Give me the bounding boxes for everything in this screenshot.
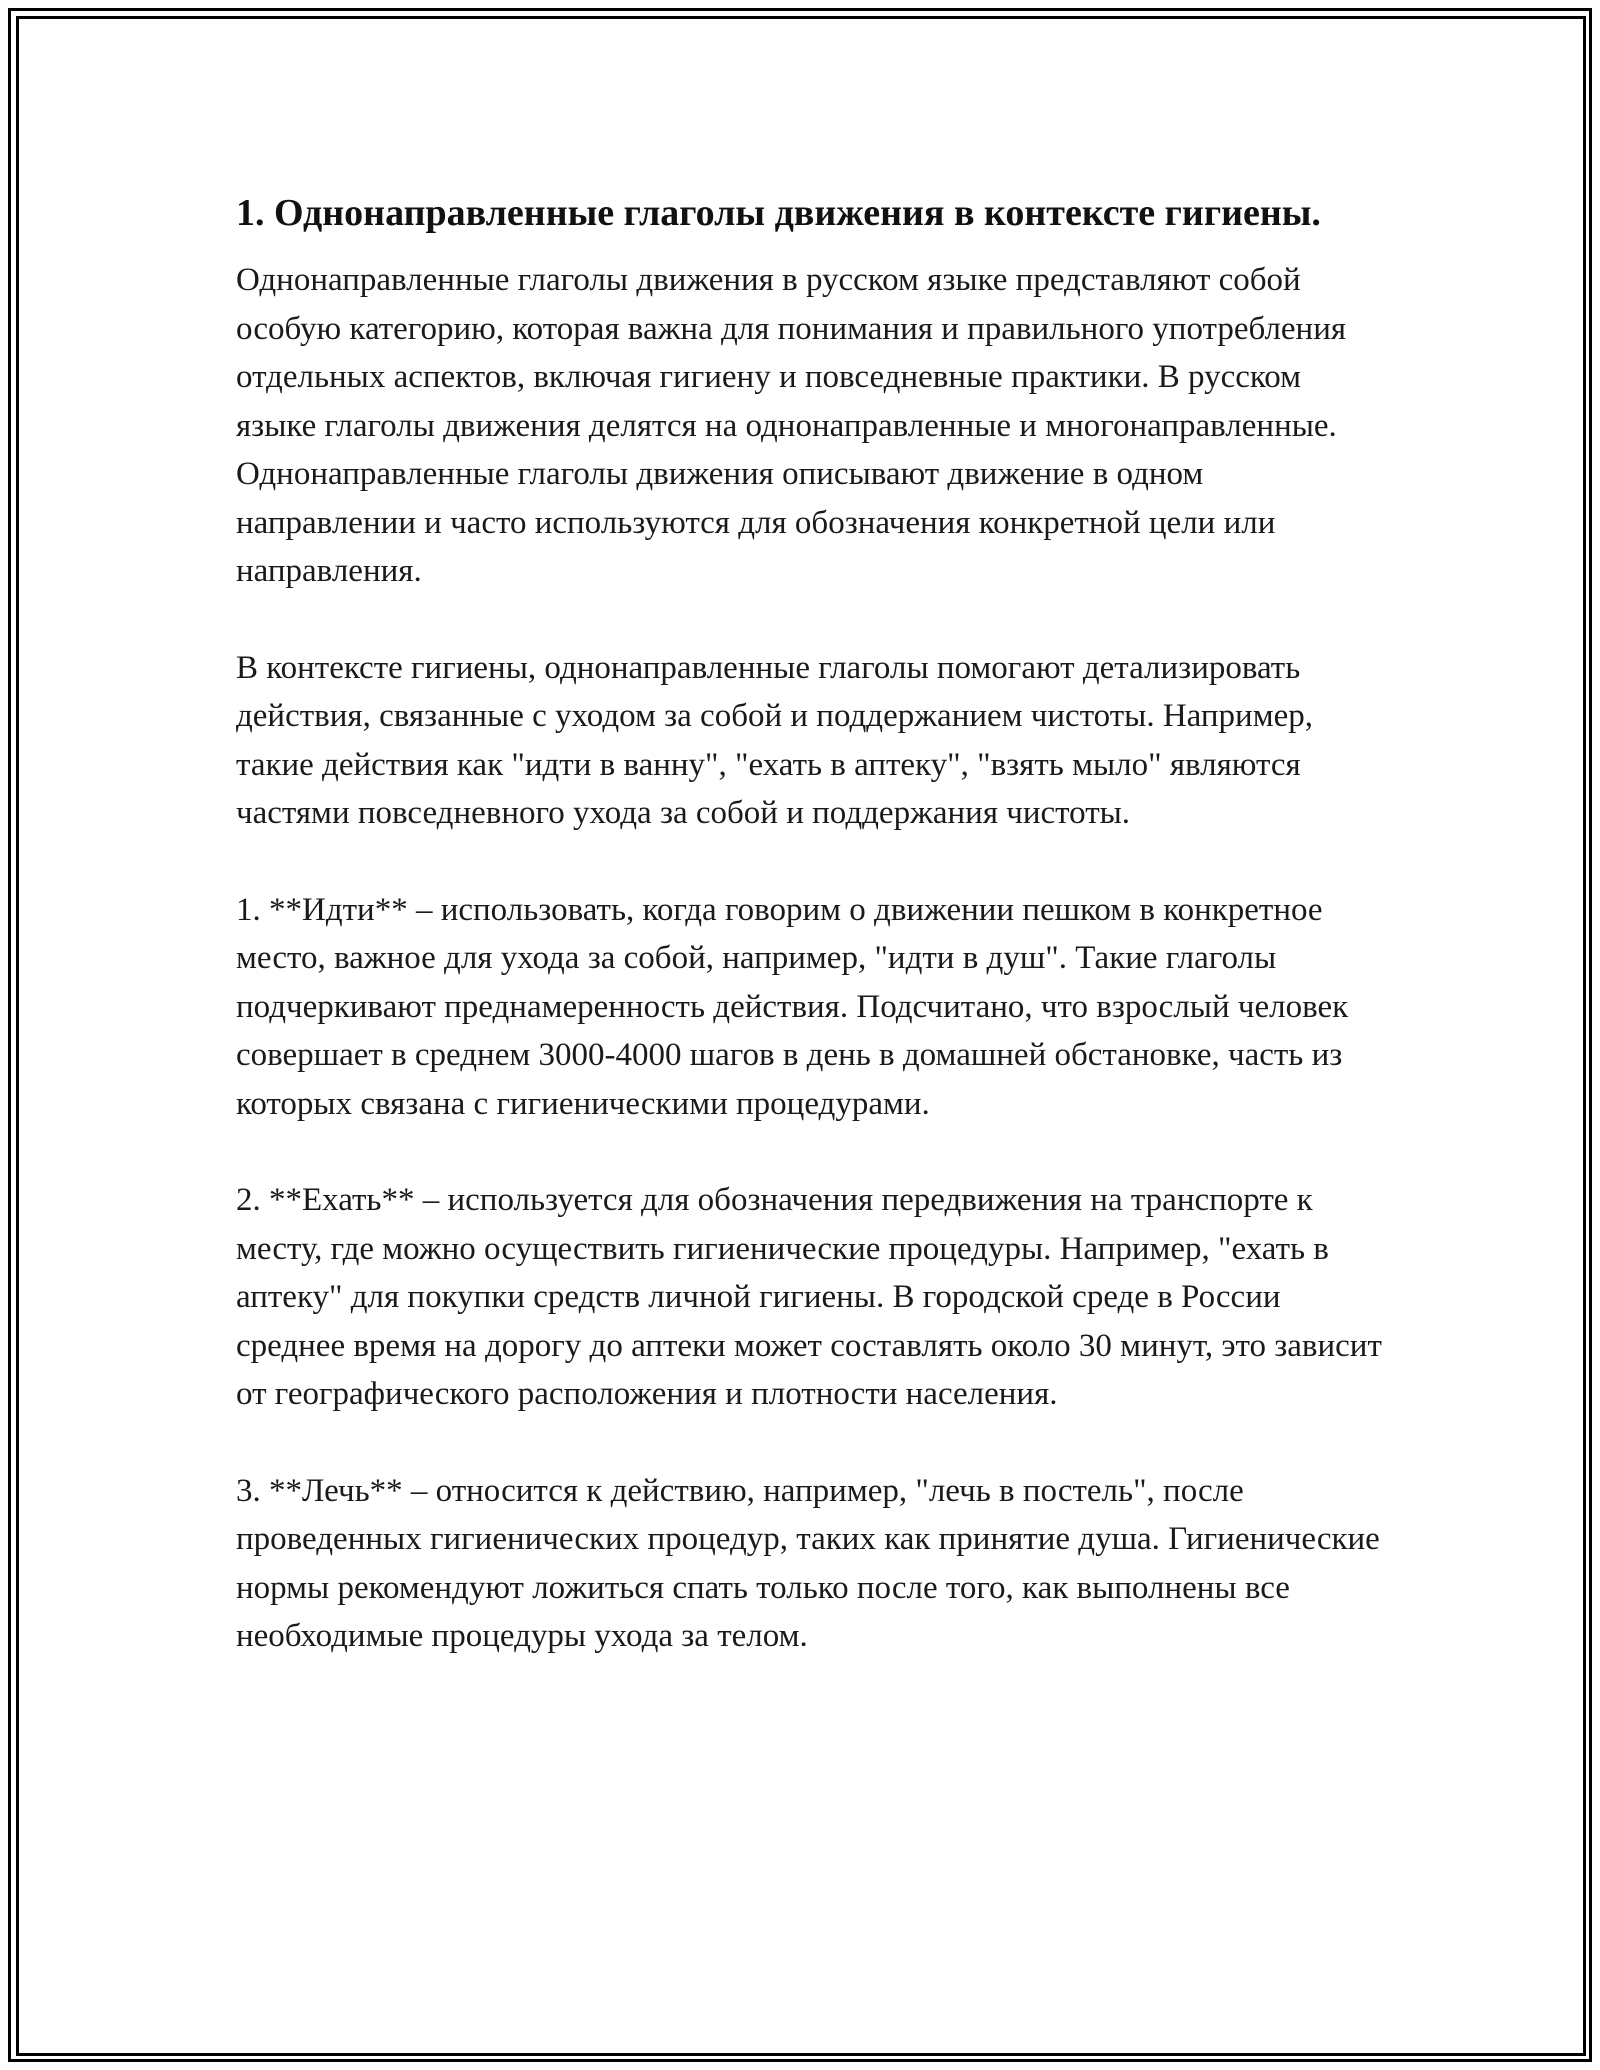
paragraph-intro: Однонаправленные глаголы движения в русском языке представляют собой особую категорию, которая важна для понимания и правильного употребления отдельных аспектов, включая гигиену и повседневные практики. В русском языке глаголы движения делятся на однонаправленные и многонаправленные. Однонаправленные глаголы движения описывают движение в одном направлении и часто используются для обозначения конкретной цели или направления. (236, 262, 1347, 589)
paragraph-hygiene-context: В контексте гигиены, однонаправленные глаголы помогают детализировать действия, связанные с уходом за собой и поддержанием чистоты. Например, такие действия как "идти в ванну", "ехать в аптеку", "взять мыло" являются частями повседневного ухода за собой и поддержания чистоты. (236, 649, 1313, 831)
paragraph-item-ekhat: 2. **Ехать** – используется для обозначения передвижения на транспорте к месту, где можно осуществить гигиенические процедуры. Например, "ехать в аптеку" для покупки средств личной гигиены. В городской среде в России среднее время на дорогу до аптеки может составлять около 30 минут, это зависит от географического расположения и плотности населения. (236, 1182, 1382, 1412)
document-body (236, 186, 1386, 1661)
paragraph-item-lech: 3. **Лечь** – относится к действию, например, "лечь в постель", после проведенных гигиенических процедур, таких как принятие душа. Гигиенические нормы рекомендуют ложиться спать только после того, как выполнены все необходимые процедуры ухода за телом. (236, 1472, 1380, 1654)
paragraph-item-idti: 1. **Идти** – использовать, когда говорим о движении пешком в конкретное место, важное для ухода за собой, например, "идти в душ". Такие глаголы подчеркивают преднамеренность действия. Подсчитано, что взрослый человек совершает в среднем 3000-4000 шагов в день в домашней обстановке, часть из которых связана с гигиеническими процедурами. (236, 891, 1349, 1122)
section-heading: 1. Однонаправленные глаголы движения в контексте гигиены. (236, 192, 1321, 234)
